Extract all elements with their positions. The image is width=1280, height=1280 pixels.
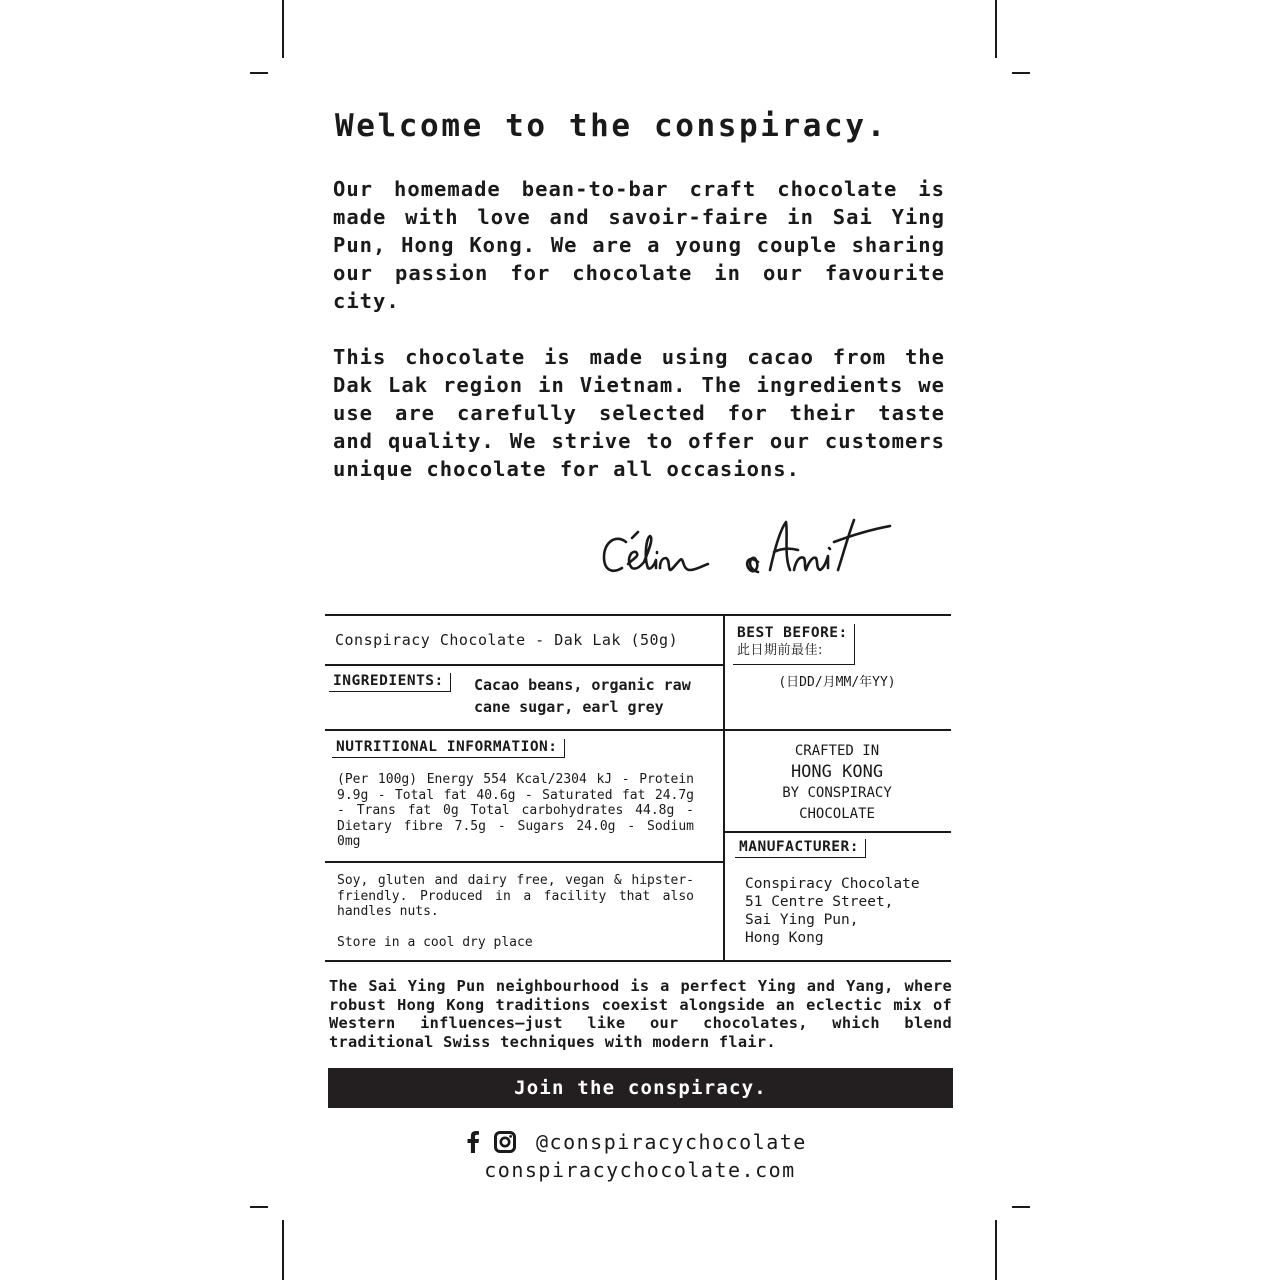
crop-mark — [995, 1220, 997, 1280]
manufacturer-address — [745, 875, 920, 947]
product-name: Conspiracy Chocolate - Dak Lak (50g) — [335, 631, 679, 649]
crop-mark — [1012, 72, 1030, 74]
ingredients-label: INGREDIENTS: — [329, 673, 451, 692]
intro-paragraph: Our homemade bean-to-bar craft chocolate is made with love and savoir-faire in Sai Ying Pun, Hong Kong. We are a young couple sharing our passion for chocolate in our favourite city. — [333, 177, 945, 313]
manufacturer-line-2: 51 Centre Street, — [745, 894, 894, 910]
crop-mark — [250, 72, 268, 74]
signature — [598, 512, 898, 592]
crop-mark — [282, 1220, 284, 1280]
headline: Welcome to the conspiracy. — [335, 108, 888, 144]
social-handle[interactable]: @conspiracychocolate — [536, 1130, 807, 1154]
instagram-icon[interactable] — [494, 1131, 516, 1153]
facebook-icon[interactable] — [466, 1131, 480, 1153]
join-banner: Join the conspiracy. — [328, 1068, 953, 1108]
allergen-note: Soy, gluten and dairy free, vegan & hipster-friendly. Produced in a facility that also handles nuts. — [337, 873, 694, 919]
neighbourhood-paragraph: The Sai Ying Pun neighbourhood is a perfect Ying and Yang, where robust Hong Kong traditions coexist alongside an eclectic mix of Western influences—just like our chocolates, which blend traditional Swiss techniques with modern flair. — [329, 977, 952, 1051]
best-before-label-zh: 此日期前最佳: — [737, 643, 823, 658]
best-before-format: (日DD/月MM/年YY) — [778, 675, 896, 690]
crop-mark — [1012, 1206, 1030, 1208]
best-before-label: BEST BEFORE: 此日期前最佳: — [733, 624, 855, 665]
manufacturer-line-3: Sai Ying Pun, — [745, 912, 859, 928]
crop-mark — [250, 1206, 268, 1208]
crafted-line-4: CHOCOLATE — [799, 806, 875, 822]
manufacturer-label: MANUFACTURER: — [735, 839, 866, 858]
crafted-line-3: BY CONSPIRACY — [782, 785, 892, 801]
crafted-line-1: CRAFTED IN — [794, 743, 880, 759]
nutrition-label: NUTRITIONAL INFORMATION: — [332, 739, 565, 758]
manufacturer-line-4: Hong Kong — [745, 930, 824, 946]
website-link[interactable]: conspiracychocolate.com — [484, 1158, 796, 1182]
crop-mark — [995, 0, 997, 58]
social-row — [466, 1128, 807, 1156]
storage-note: Store in a cool dry place — [337, 935, 533, 950]
crop-mark — [282, 0, 284, 58]
crafted-line-2: HONG KONG — [790, 762, 884, 782]
manufacturer-line-1: Conspiracy Chocolate — [745, 876, 920, 892]
origin-paragraph: This chocolate is made using cacao from the Dak Lak region in Vietnam. The ingredients we use are carefully selected for their taste and quality. We strive to offer our customers unique chocolate for all occasions. — [333, 345, 945, 481]
crafted-in — [723, 741, 951, 825]
product-label-table — [325, 614, 951, 962]
nutrition-value: (Per 100g) Energy 554 Kcal/2304 kJ - Protein 9.9g - Total fat 40.6g - Saturated fat 24.7g - Trans fat 0g Total carbohydrates 44.8g - Dietary fibre 7.5g - Sugars 24.0g - Sodium 0mg — [337, 772, 694, 849]
ingredients-value: Cacao beans, organic raw cane sugar, earl grey — [474, 676, 691, 716]
